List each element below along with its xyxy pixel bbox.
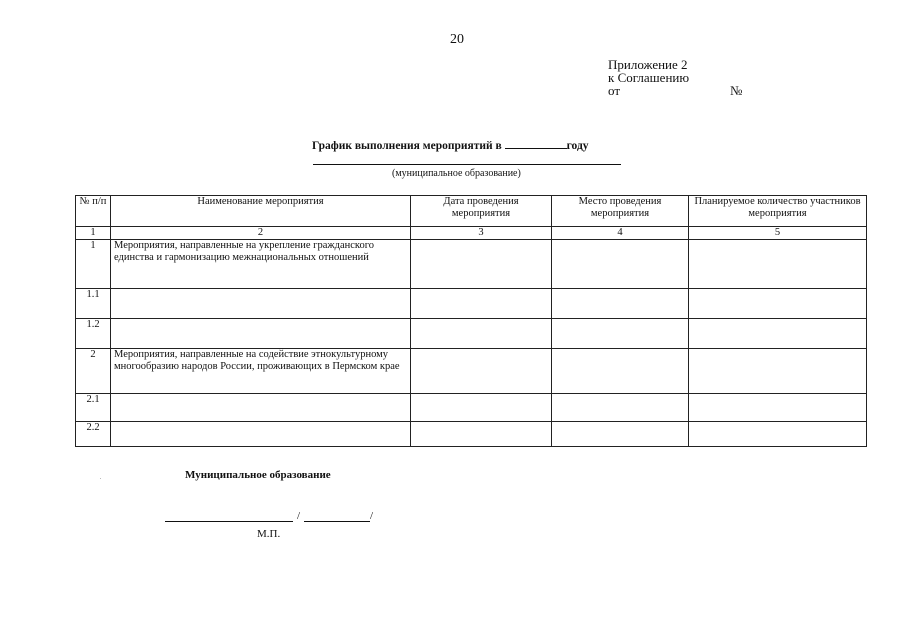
annex-title: Приложение 2 xyxy=(608,57,688,72)
header-place: Место проведения мероприятия xyxy=(552,196,689,227)
annex-block xyxy=(608,57,743,98)
event-place-cell xyxy=(552,349,689,394)
column-number: 4 xyxy=(552,227,689,240)
signature-title: Муниципальное образование xyxy=(185,469,331,481)
table-row xyxy=(76,319,867,349)
header-row xyxy=(76,196,867,227)
event-place-cell xyxy=(552,422,689,447)
event-name xyxy=(111,394,411,422)
year-blank xyxy=(505,138,567,149)
column-number: 5 xyxy=(689,227,867,240)
event-date-cell xyxy=(411,394,552,422)
event-place-cell xyxy=(552,319,689,349)
column-number-row xyxy=(76,227,867,240)
table-row xyxy=(76,394,867,422)
event-place-cell xyxy=(552,240,689,289)
event-participants-cell xyxy=(689,422,867,447)
municipality-line xyxy=(313,164,621,165)
signature-slash-open: / xyxy=(297,510,301,522)
event-date-cell xyxy=(411,422,552,447)
table-row xyxy=(76,240,867,289)
event-name: Мероприятия, направленные на содействие этнокультурному многообразию народов России, проживающих в Пермском крае xyxy=(111,349,411,394)
column-number: 1 xyxy=(76,227,111,240)
row-number: 2.2 xyxy=(76,422,111,447)
title-prefix: График выполнения мероприятий в xyxy=(312,140,502,152)
title-suffix: году xyxy=(566,140,589,152)
annex-date: от xyxy=(608,83,621,98)
event-name xyxy=(111,289,411,319)
table-row xyxy=(76,349,867,394)
header-date: Дата проведения мероприятия xyxy=(411,196,552,227)
events-table xyxy=(75,195,867,447)
document-title xyxy=(312,138,589,152)
event-name: Мероприятия, направленные на укрепление гражданского единства и гармонизацию межнациональных отношений xyxy=(111,240,411,289)
signature-slash-close: / xyxy=(370,510,374,522)
event-date-cell xyxy=(411,240,552,289)
table-row xyxy=(76,289,867,319)
event-date-cell xyxy=(411,319,552,349)
event-participants-cell xyxy=(689,319,867,349)
event-name xyxy=(111,422,411,447)
column-number: 3 xyxy=(411,227,552,240)
event-place-cell xyxy=(552,289,689,319)
header-number: № п/п xyxy=(76,196,111,227)
event-date-cell xyxy=(411,289,552,319)
annex-agreement: к Соглашению xyxy=(608,70,690,85)
event-place-cell xyxy=(552,394,689,422)
annex-number-sign: № xyxy=(730,83,743,98)
event-participants-cell xyxy=(689,240,867,289)
stamp-place-label: М.П. xyxy=(257,528,281,540)
row-number: 1.1 xyxy=(76,289,111,319)
municipality-caption: (муниципальное образование) xyxy=(392,168,521,179)
row-number: 1 xyxy=(76,240,111,289)
column-number: 2 xyxy=(111,227,411,240)
event-participants-cell xyxy=(689,394,867,422)
scan-speck xyxy=(100,478,101,479)
row-number: 2.1 xyxy=(76,394,111,422)
page-number: 20 xyxy=(450,32,464,47)
event-date-cell xyxy=(411,349,552,394)
row-number: 2 xyxy=(76,349,111,394)
event-participants-cell xyxy=(689,349,867,394)
table-row xyxy=(76,422,867,447)
event-participants-cell xyxy=(689,289,867,319)
signature-line xyxy=(165,521,293,522)
row-number: 1.2 xyxy=(76,319,111,349)
header-name: Наименование мероприятия xyxy=(111,196,411,227)
header-participants: Планируемое количество участников мероприятия xyxy=(689,196,867,227)
event-name xyxy=(111,319,411,349)
signature-name-line xyxy=(304,521,370,522)
